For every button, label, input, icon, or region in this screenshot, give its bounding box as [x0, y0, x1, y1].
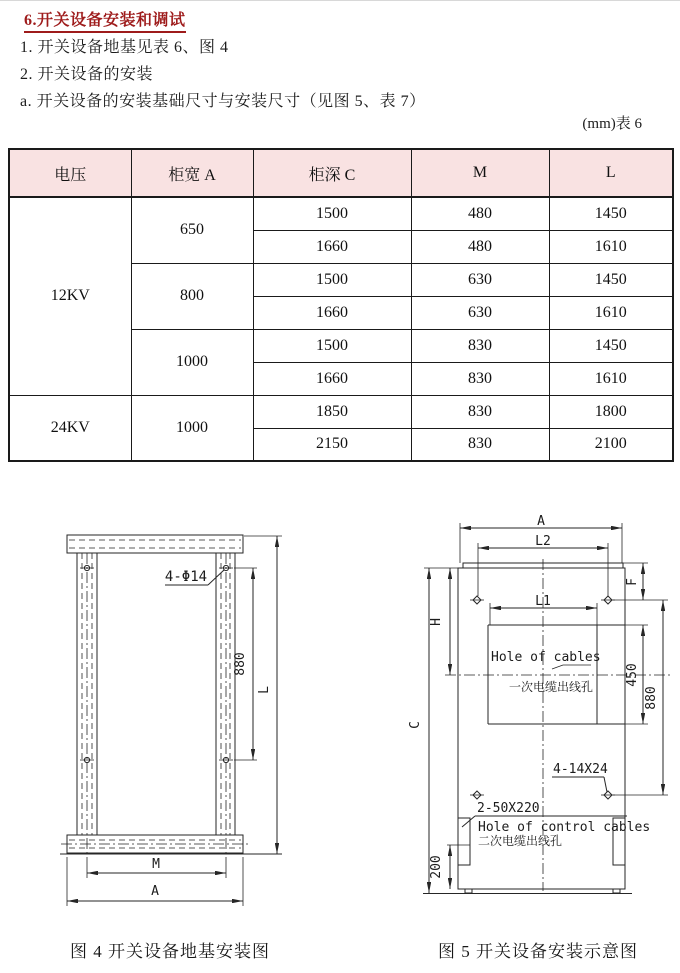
depth-cell: 1500	[253, 329, 411, 362]
section-heading: 6.开关设备安装和调试	[24, 7, 186, 33]
mount-hole-callout	[552, 762, 608, 792]
m-cell: 480	[411, 197, 549, 230]
depth-cell: 1500	[253, 263, 411, 296]
col-header-depth-c: 柜深 C	[253, 149, 411, 197]
dimension-H	[429, 568, 450, 675]
control-hole-label-zh: 二次电缆出线孔	[478, 834, 563, 848]
dim-label-C: C	[408, 721, 423, 729]
m-cell: 630	[411, 296, 549, 329]
bottom-mounting-holes	[470, 791, 615, 799]
l-cell: 2100	[549, 428, 673, 461]
figure-4-canvas	[35, 520, 285, 912]
dimension-F	[623, 563, 648, 600]
width-cell: 800	[131, 263, 253, 329]
dim-label-880: 880	[644, 686, 659, 710]
mount-hole-label: 4-14X24	[553, 762, 608, 777]
figure-5-caption: 图 5 开关设备安装示意图	[438, 942, 638, 961]
anchor-holes	[80, 565, 233, 762]
dim-label-L: L	[257, 686, 272, 694]
cable-hole-label-zh: 一次电缆出线孔	[509, 680, 594, 694]
m-cell: 830	[411, 329, 549, 362]
width-cell: 1000	[131, 395, 253, 461]
dimension-L	[244, 536, 282, 854]
control-hole-label-en: Hole of control cables	[478, 820, 651, 835]
depth-cell: 1660	[253, 230, 411, 263]
top-channel-beam	[67, 535, 243, 553]
m-cell: 480	[411, 230, 549, 263]
dim-label-F: F	[625, 578, 640, 586]
dimension-M	[87, 857, 226, 878]
hole-callout	[165, 569, 224, 585]
dim-label-L1: L1	[535, 594, 551, 609]
dim-label-H: H	[429, 618, 444, 626]
dimension-table	[8, 148, 674, 462]
dim-label-L2: L2	[535, 534, 551, 549]
hole-spec-label: 4-Φ14	[164, 569, 208, 585]
depth-cell: 1660	[253, 296, 411, 329]
dim-label-M: M	[152, 857, 160, 872]
m-cell: 630	[411, 263, 549, 296]
text-line-1: 1. 开关设备地基见表 6、图 4	[20, 39, 229, 56]
left-channel-column	[77, 553, 97, 854]
control-cable-hole	[462, 801, 650, 848]
bottom-channel-beam	[60, 835, 282, 854]
cable-hole	[488, 625, 625, 724]
cable-hole-label-en: Hole of cables	[491, 650, 601, 665]
page-top-border	[0, 0, 680, 1]
l-cell: 1610	[549, 296, 673, 329]
figure-5-installation-diagram	[405, 515, 680, 907]
figure-4-foundation-drawing	[35, 520, 285, 912]
width-cell: 1000	[131, 329, 253, 395]
voltage-cell: 24KV	[9, 395, 131, 461]
col-header-m: M	[411, 149, 549, 197]
depth-cell: 1500	[253, 197, 411, 230]
text-line-3: a. 开关设备的安装基础尺寸与安装尺寸（见图 5、表 7）	[20, 93, 426, 110]
dim-label-450: 450	[625, 663, 640, 687]
dimension-880	[613, 600, 668, 795]
dim-label-A: A	[537, 515, 545, 529]
l-cell: 1800	[549, 395, 673, 428]
col-header-width-a: 柜宽 A	[131, 149, 253, 197]
figure-5-canvas	[405, 515, 680, 907]
voltage-cell: 12KV	[9, 197, 131, 395]
l-cell: 1610	[549, 230, 673, 263]
l-cell: 1610	[549, 362, 673, 395]
table-row	[9, 197, 673, 230]
figure-4-caption: 图 4 开关设备地基安装图	[70, 942, 270, 961]
depth-cell: 1660	[253, 362, 411, 395]
slot-spec-label: 2-50X220	[477, 801, 540, 816]
text-line-2: 2. 开关设备的安装	[20, 66, 154, 83]
depth-cell: 1850	[253, 395, 411, 428]
l-cell: 1450	[549, 329, 673, 362]
dimension-L1	[490, 594, 597, 625]
l-cell: 1450	[549, 197, 673, 230]
table-header-row	[9, 149, 673, 197]
width-cell: 650	[131, 197, 253, 263]
depth-cell: 2150	[253, 428, 411, 461]
m-cell: 830	[411, 428, 549, 461]
dim-label-A: A	[151, 884, 159, 899]
table-row	[9, 395, 673, 428]
m-cell: 830	[411, 362, 549, 395]
right-channel-column	[216, 553, 235, 854]
col-header-l: L	[549, 149, 673, 197]
dim-label-200: 200	[429, 855, 444, 879]
dim-label-880: 880	[233, 652, 248, 676]
col-header-voltage: 电压	[9, 149, 131, 197]
m-cell: 830	[411, 395, 549, 428]
l-cell: 1450	[549, 263, 673, 296]
table-unit-tag: (mm)表 6	[582, 116, 642, 132]
dimension-200	[429, 845, 470, 889]
dimension-880	[233, 568, 257, 760]
